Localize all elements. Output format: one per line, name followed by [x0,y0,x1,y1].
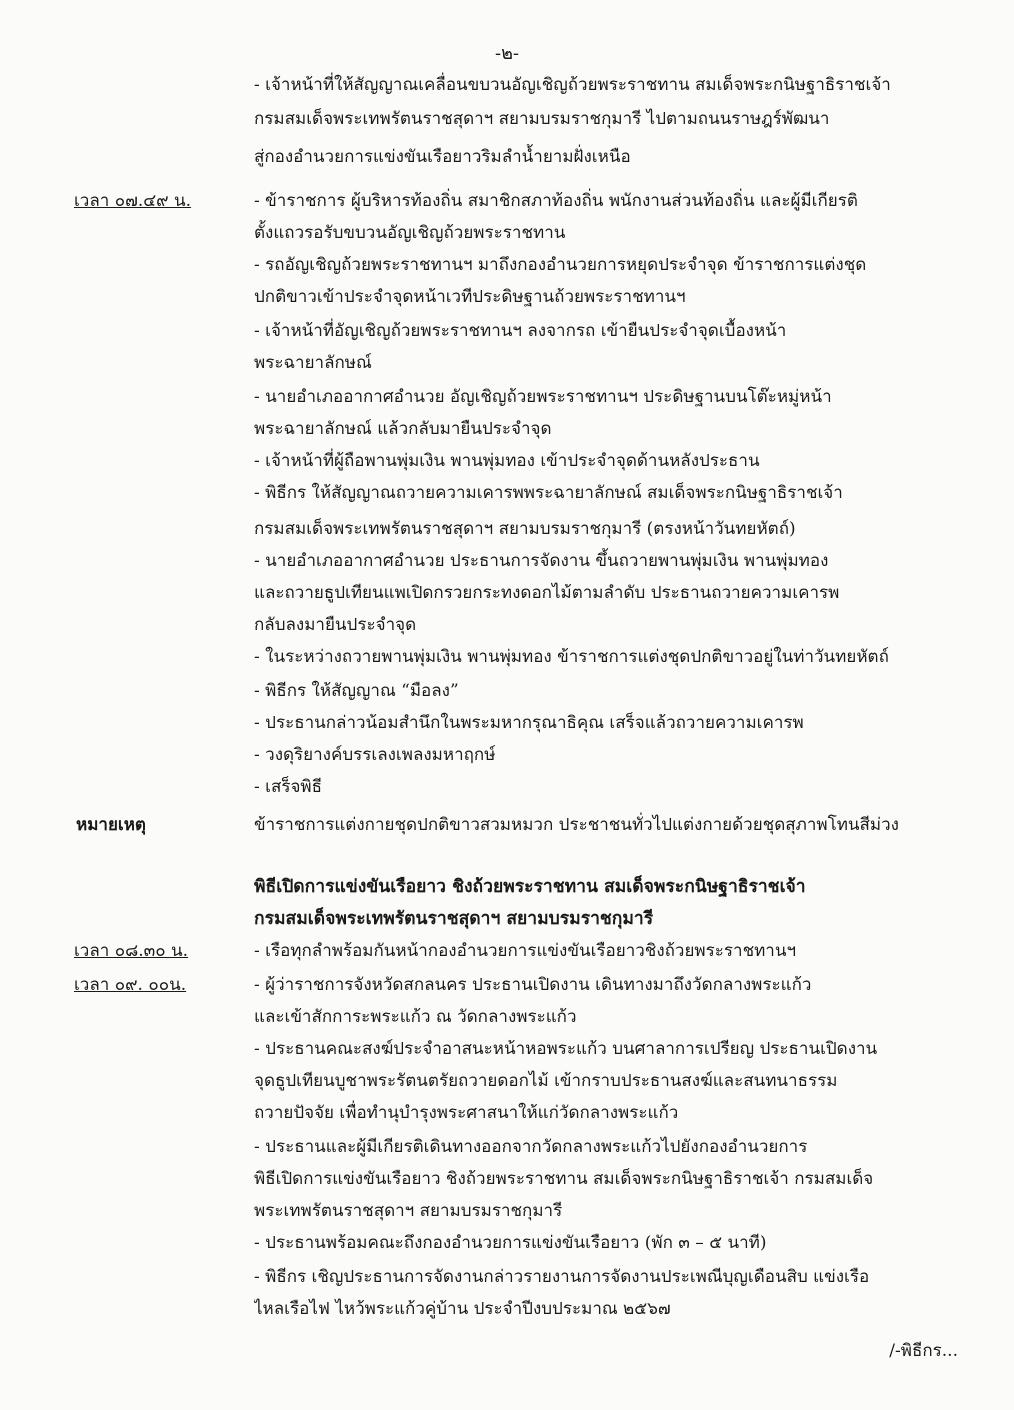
remark-label: หมายเหตุ [76,815,146,835]
ceremony-heading-line [0,870,1014,904]
text-line [0,968,1014,1002]
body-line: - พิธีกร ให้สัญญาณ “มือลง” [254,681,459,701]
body-line: - วงดุริยางค์บรรเลงเพลงมหาฤกษ์ [254,745,496,765]
text-line [0,1162,1014,1196]
body-line: กรมสมเด็จพระเทพรัตนราชสุดาฯ สยามบรมราชกุมารี (ตรงหน้าวันทยหัตถ์) [254,519,796,539]
text-line [0,248,1014,282]
body-line: - เจ้าหน้าที่ให้สัญญาณเคลื่อนขบวนอัญเชิญถ้วยพระราชทาน สมเด็จพระกนิษฐาธิราชเจ้า [254,75,891,95]
remark-row [0,808,1014,842]
text-line [0,608,1014,642]
text-line [0,1292,1014,1326]
text-line [0,1226,1014,1260]
ceremony-heading: กรมสมเด็จพระเทพรัตนราชสุดาฯ สยามบรมราชกุมารี [254,909,654,929]
text-line [0,544,1014,578]
text-line [0,512,1014,546]
body-line: สู่กองอำนวยการแข่งขันเรือยาวริมลำน้ำยามฝั่งเหนือ [254,147,631,167]
text-line [0,280,1014,314]
text-line [0,140,1014,174]
text-line [0,412,1014,446]
body-line: - ประธานกล่าวน้อมสำนึกในพระมหากรุณาธิคุณ เสร็จแล้วถวายความเคารพ [254,713,804,733]
ceremony-heading: พิธีเปิดการแข่งขันเรือยาว ชิงถ้วยพระราชทาน สมเด็จพระกนิษฐาธิราชเจ้า [254,877,806,897]
body-line: พระฉายาลักษณ์ [254,353,372,373]
text-line [0,102,1014,136]
text-line [0,476,1014,510]
text-line [0,770,1014,804]
text-line [0,216,1014,250]
continuation-marker: /-พิธีกร... [889,1341,958,1361]
body-line: จุดธูปเทียนบูชาพระรัตนตรัยถวายดอกไม้ เข้ากราบประธานสงฆ์และสนทนาธรรม [254,1071,838,1091]
text-line [0,1000,1014,1034]
text-line [0,380,1014,414]
remark-text: ข้าราชการแต่งกายชุดปกติขาวสวมหมวก ประชาชนทั่วไปแต่งกายด้วยชุดสุภาพโทนสีม่วง [254,815,899,835]
text-line [0,184,1014,218]
schedule-time: เวลา ๐๘.๓๐ น. [74,941,189,961]
body-line: - รถอัญเชิญถ้วยพระราชทานฯ มาถึงกองอำนวยการหยุดประจำจุด ข้าราชการแต่งชุด [254,255,867,275]
schedule-time: เวลา ๐๙. ๐๐น. [74,975,187,995]
body-line: กรมสมเด็จพระเทพรัตนราชสุดาฯ สยามบรมราชกุมารี ไปตามถนนราษฎร์พัฒนา [254,109,830,129]
text-line [0,674,1014,708]
text-line [0,934,1014,968]
text-line [0,1064,1014,1098]
body-line: พระฉายาลักษณ์ แล้วกลับมายืนประจำจุด [254,419,552,439]
text-line [0,346,1014,380]
body-line: และถวายธูปเทียนแพเปิดกรวยกระทงดอกไม้ตามลำดับ ประธานถวายความเคารพ [254,583,840,603]
text-line [0,738,1014,772]
body-line: - ประธานและผู้มีเกียรติเดินทางออกจากวัดกลางพระแก้วไปยังกองอำนวยการ [254,1137,808,1157]
text-line [0,1130,1014,1164]
body-line: ไหลเรือไฟ ไหว้พระแก้วคู่บ้าน ประจำปีงบประมาณ ๒๕๖๗ [254,1299,671,1319]
text-line [0,576,1014,610]
body-line: - ผู้ว่าราชการจังหวัดสกลนคร ประธานเปิดงาน เดินทางมาถึงวัดกลางพระแก้ว [254,975,812,995]
body-line: ตั้งแถวรอรับขบวนอัญเชิญถ้วยพระราชทาน [254,223,566,243]
body-line: - พิธีกร ให้สัญญาณถวายความเคารพพระฉายาลักษณ์ สมเด็จพระกนิษฐาธิราชเจ้า [254,483,843,503]
text-line [0,1194,1014,1228]
body-line: กลับลงมายืนประจำจุด [254,615,417,635]
body-line: - ในระหว่างถวายพานพุ่มเงิน พานพุ่มทอง ข้าราชการแต่งชุดปกติขาวอยู่ในท่าวันทยหัตถ์ [254,647,889,667]
body-line: - นายอำเภออากาศอำนวย ประธานการจัดงาน ขึ้นถวายพานพุ่มเงิน พานพุ่มทอง [254,551,829,571]
body-line: - นายอำเภออากาศอำนวย อัญเชิญถ้วยพระราชทานฯ ประดิษฐานบนโต๊ะหมู่หน้า [254,387,832,407]
body-line: และเข้าสักการะพระแก้ว ณ วัดกลางพระแก้ว [254,1007,577,1027]
ceremony-heading-line [0,902,1014,936]
body-line: - เรือทุกลำพร้อมกันหน้ากองอำนวยการแข่งขันเรือยาวชิงถ้วยพระราชทานฯ [254,941,797,961]
body-line: - เจ้าหน้าที่ผู้ถือพานพุ่มเงิน พานพุ่มทอง เข้าประจำจุดด้านหลังประธาน [254,451,760,471]
body-line: ถวายปัจจัย เพื่อทำนุบำรุงพระศาสนาให้แก่วัดกลางพระแก้ว [254,1103,679,1123]
body-line: - ประธานพร้อมคณะถึงกองอำนวยการแข่งขันเรือยาว (พัก ๓ – ๕ นาที) [254,1233,767,1253]
body-line: - ข้าราชการ ผู้บริหารท้องถิ่น สมาชิกสภาท้องถิ่น พนักงานส่วนท้องถิ่น และผู้มีเกียรติ [254,191,858,211]
body-line: - ประธานคณะสงฆ์ประจำอาสนะหน้าหอพระแก้ว บนศาลาการเปรียญ ประธานเปิดงาน [254,1039,878,1059]
text-line [0,706,1014,740]
text-line [0,444,1014,478]
body-line: ปกติขาวเข้าประจำจุดหน้าเวทีประดิษฐานถ้วยพระราชทานฯ [254,287,686,307]
body-line: - พิธีกร เชิญประธานการจัดงานกล่าวรายงานการจัดงานประเพณีบุญเดือนสิบ แข่งเรือ [254,1267,870,1287]
body-line: - เจ้าหน้าที่อัญเชิญถ้วยพระราชทานฯ ลงจากรถ เข้ายืนประจำจุดเบื้องหน้า [254,321,787,341]
text-line [0,640,1014,674]
body-line: พระเทพรัตนราชสุดาฯ สยามบรมราชกุมารี [254,1201,563,1221]
body-line: พิธีเปิดการแข่งขันเรือยาว ชิงถ้วยพระราชทาน สมเด็จพระกนิษฐาธิราชเจ้า กรมสมเด็จ [254,1169,874,1189]
text-line [0,1260,1014,1294]
schedule-time: เวลา ๐๗.๔๙ น. [74,191,192,211]
text-line [0,1032,1014,1066]
text-line [0,68,1014,102]
text-line [0,1096,1014,1130]
body-line: - เสร็จพิธี [254,777,323,797]
page-number: -๒- [494,43,520,64]
text-line [0,314,1014,348]
